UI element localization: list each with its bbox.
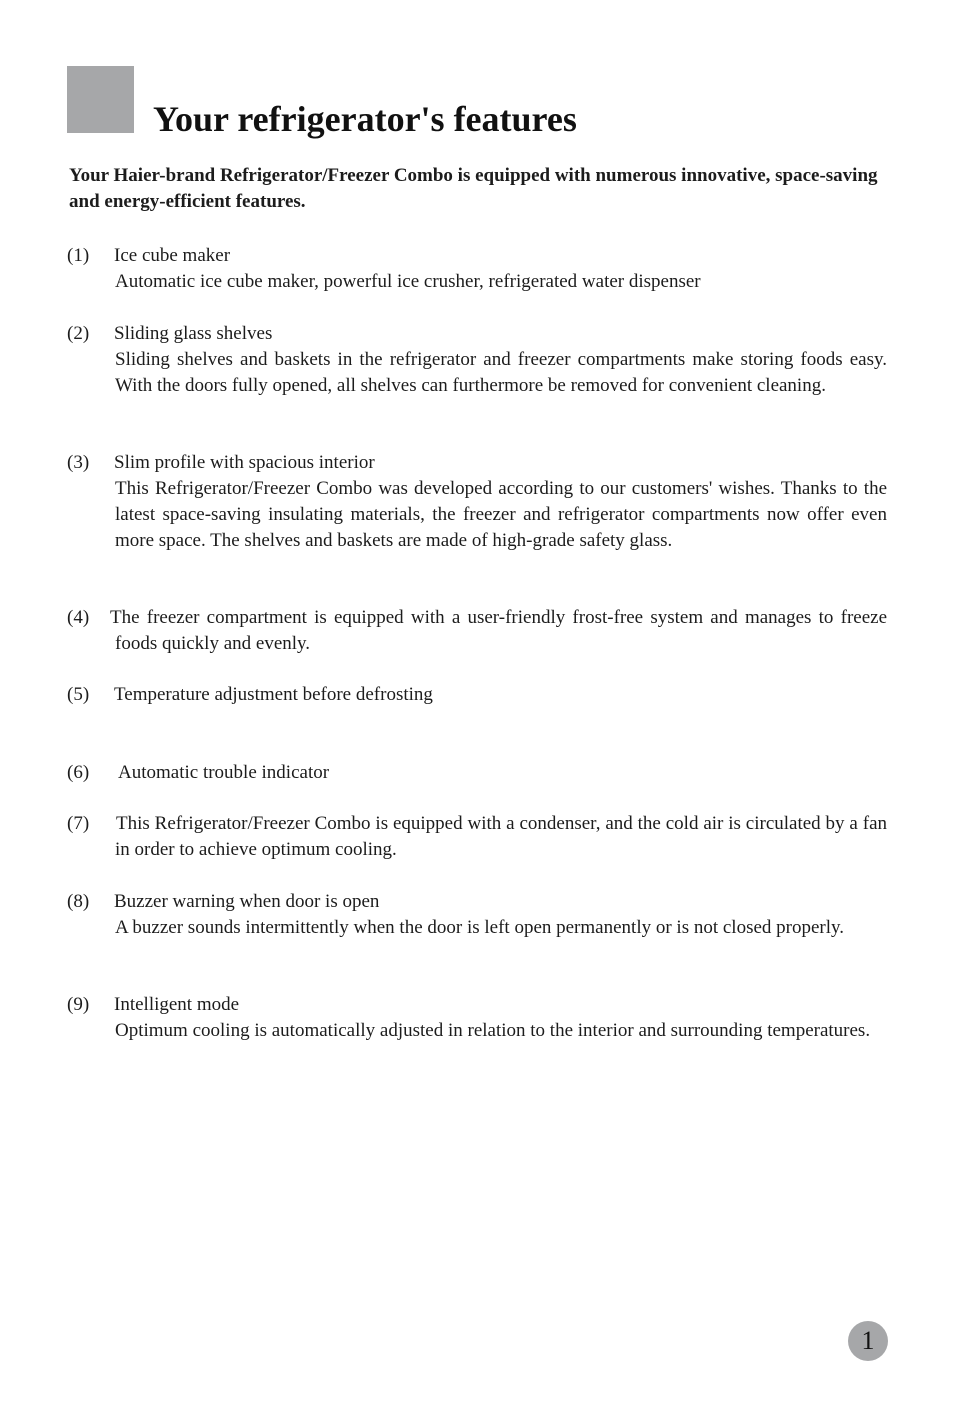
feature-description: Automatic ice cube maker, powerful ice crusher, refrigerated water dispenser <box>115 271 701 292</box>
feature-number: (6) <box>67 762 90 783</box>
feature-number: (9) <box>67 994 90 1015</box>
intro-paragraph: Your Haier-brand Refrigerator/Freezer Combo is equipped with numerous innovative, space-saving and energy-efficient features. <box>69 165 878 212</box>
feature-number: (3) <box>67 452 90 473</box>
page-title: Your refrigerator's features <box>153 99 577 139</box>
feature-description: Sliding shelves and baskets in the refrigerator and freezer compartments make storing foods easy. With the doors fully opened, all shelves can furthermore be removed for convenient cleaning. <box>115 349 887 396</box>
feature-description: This Refrigerator/Freezer Combo is equipped with a condenser, and the cold air is circulated by a fan in order to achieve optimum cooling. <box>115 813 887 860</box>
feature-heading: Temperature adjustment before defrosting <box>114 684 433 705</box>
feature-item <box>67 811 887 863</box>
feature-item <box>67 605 887 657</box>
feature-number: (8) <box>67 891 90 912</box>
feature-heading: Buzzer warning when door is open <box>114 891 380 912</box>
feature-item <box>67 450 887 554</box>
title-square-decoration <box>67 66 134 133</box>
feature-heading: Slim profile with spacious interior <box>114 452 375 473</box>
feature-item <box>67 992 887 1044</box>
feature-item <box>67 889 887 941</box>
feature-heading: Intelligent mode <box>114 994 240 1015</box>
page-number-badge: 1 <box>848 1321 888 1361</box>
feature-number: (4) <box>67 607 90 628</box>
feature-number: (1) <box>67 245 90 266</box>
feature-heading: Ice cube maker <box>114 245 231 266</box>
feature-number: (2) <box>67 323 90 344</box>
feature-item <box>67 760 887 786</box>
feature-heading: Sliding glass shelves <box>114 323 273 344</box>
feature-item <box>67 243 887 295</box>
feature-item <box>67 321 887 399</box>
feature-heading: Automatic trouble indicator <box>118 762 330 783</box>
feature-description: A buzzer sounds intermittently when the door is left open permanently or is not closed properly. <box>115 917 845 938</box>
feature-item <box>67 682 887 708</box>
feature-description: The freezer compartment is equipped with a user-friendly frost-free system and manages to freeze foods quickly and evenly. <box>110 607 887 654</box>
feature-description: Optimum cooling is automatically adjusted in relation to the interior and surrounding temperatures. <box>115 1020 871 1041</box>
feature-description: This Refrigerator/Freezer Combo was developed according to our customers' wishes. Thanks to the latest space-saving insulating materials, the freezer and refrigerator compartments now offer even more space. The shelves and baskets are made of high-grade safety glass. <box>115 478 887 551</box>
feature-number: (5) <box>67 684 90 705</box>
feature-number: (7) <box>67 813 90 834</box>
